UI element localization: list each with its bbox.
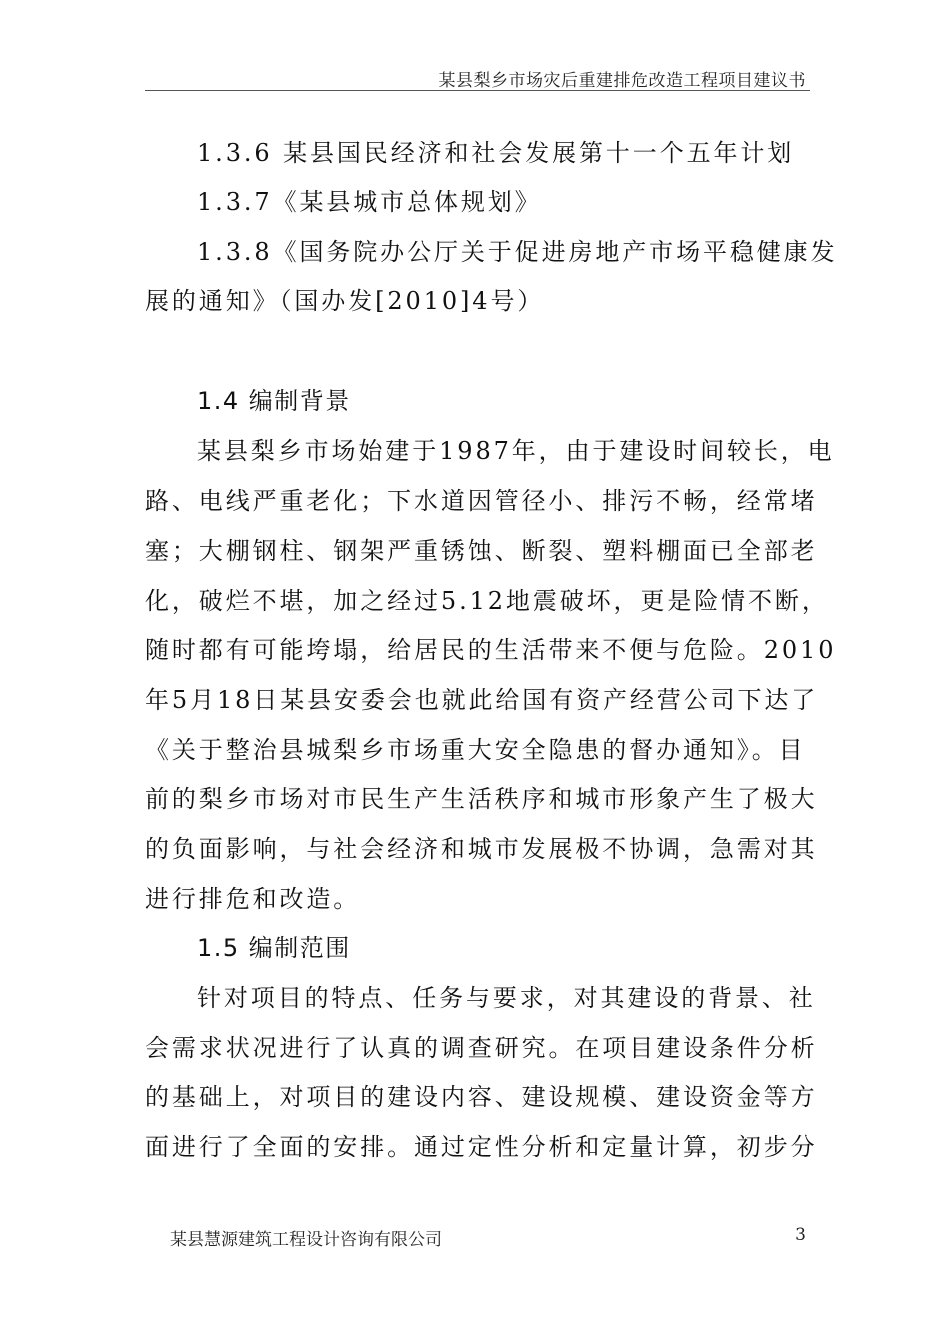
paragraph-line: 的负面影响，与社会经济和城市发展极不协调，急需对其 <box>145 835 818 863</box>
page-header <box>145 62 810 91</box>
paragraph-line: 会需求状况进行了认真的调查研究。在项目建设条件分析 <box>145 1034 818 1062</box>
paragraph-line: 化，破烂不堪，加之经过5.12地震破坏，更是险情不断， <box>145 587 829 615</box>
section-heading-background: 1.4 编制背景 <box>197 387 351 415</box>
paragraph-line: 年5月18日某县安委会也就此给国有资产经营公司下达了 <box>145 686 819 714</box>
paragraph-line: 前的梨乡市场对市民生产生活秩序和城市形象产生了极大 <box>145 785 818 813</box>
basis-item-1-3-8-line-1: 1.3.8《国务院办公厅关于促进房地产市场平稳健康发 <box>197 238 838 266</box>
paragraph-line: 进行排危和改造。 <box>145 885 361 913</box>
paragraph-line: 路、电线严重老化；下水道因管径小、排污不畅，经常堵 <box>145 487 818 515</box>
footer-company-name: 某县慧源建筑工程设计咨询有限公司 <box>170 1230 442 1250</box>
basis-item-1-3-6: 1.3.6 某县国民经济和社会发展第十一个五年计划 <box>197 139 795 167</box>
basis-item-1-3-8-line-2: 展的通知》（国办发[2010]4号） <box>145 287 545 315</box>
page-footer <box>170 1225 810 1253</box>
page-number: 3 <box>795 1225 806 1245</box>
paragraph-line: 《关于整治县城梨乡市场重大安全隐患的督办通知》。目 <box>145 736 806 764</box>
paragraph-line: 某县梨乡市场始建于1987年，由于建设时间较长，电 <box>197 437 835 465</box>
paragraph-line: 面进行了全面的安排。通过定性分析和定量计算，初步分 <box>145 1133 818 1161</box>
paragraph-line: 塞；大棚钢柱、钢架严重锈蚀、断裂、塑料棚面已全部老 <box>145 537 818 565</box>
document-title: 某县梨乡市场灾后重建排危改造工程项目建议书 <box>438 71 806 91</box>
section-heading-scope: 1.5 编制范围 <box>197 934 351 962</box>
paragraph-line: 随时都有可能垮塌，给居民的生活带来不便与危险。2010 <box>145 636 837 664</box>
paragraph-line: 针对项目的特点、任务与要求，对其建设的背景、社 <box>197 984 816 1012</box>
basis-item-1-3-7: 1.3.7《某县城市总体规划》 <box>197 188 542 216</box>
paragraph-line: 的基础上，对项目的建设内容、建设规模、建设资金等方 <box>145 1083 818 1111</box>
